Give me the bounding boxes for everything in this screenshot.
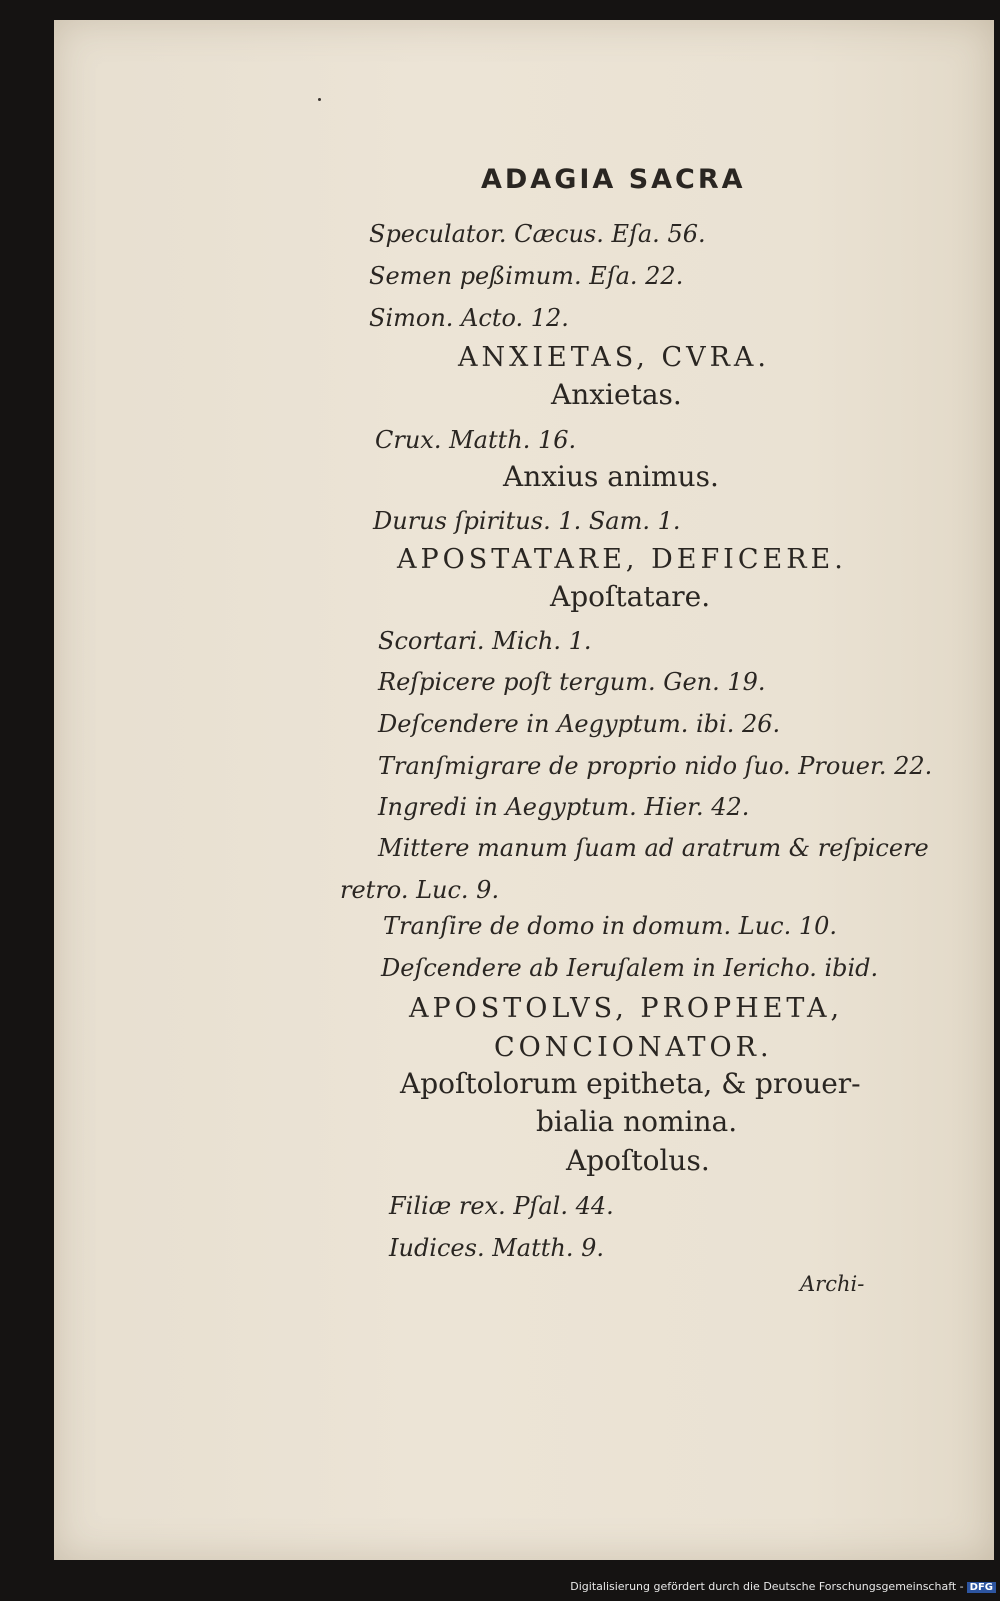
entry-line: Scortari. Mich. 1. (378, 627, 592, 655)
entry-line: Filiæ rex. Pſal. 44. (389, 1192, 614, 1220)
subsection-heading: Apoſtatare. (550, 580, 711, 613)
subsection-heading: Apoſtolus. (566, 1144, 710, 1177)
entry-line: Reſpicere poſt tergum. Gen. 19. (378, 668, 766, 696)
section-heading: APOSTOLVS, PROPHETA, (409, 993, 844, 1024)
entry-line: Tranſire de domo in domum. Luc. 10. (383, 912, 838, 940)
catchword: Archi- (800, 1272, 865, 1296)
entry-line: Simon. Acto. 12. (369, 304, 569, 332)
entry-line: Mittere manum ſuam ad aratrum & reſpicere (378, 834, 929, 862)
entry-line: Semen peßimum. Eſa. 22. (369, 262, 684, 290)
subsection-heading: Anxius animus. (503, 460, 719, 493)
running-head: ADAGIA SACRA (481, 164, 746, 195)
entry-line: Crux. Matth. 16. (375, 426, 577, 454)
entry-line: retro. Luc. 9. (340, 876, 500, 904)
entry-line: Speculator. Cæcus. Eſa. 56. (369, 220, 706, 248)
footer-credit (570, 1580, 996, 1593)
book-page (54, 20, 994, 1560)
entry-line: Deſcendere in Aegyptum. ibi. 26. (378, 710, 781, 738)
entry-line: Tranſmigrare de proprio nido ſuo. Prouer. 22. (378, 752, 933, 780)
subsection-heading: bialia nomina. (536, 1105, 738, 1138)
footer-text: Digitalisierung gefördert durch die Deutsche Forschungsgemeinschaft - (570, 1580, 964, 1593)
section-heading: ANXIETAS, CVRA. (458, 342, 771, 373)
entry-line: Deſcendere ab Ieruſalem in Iericho. ibid. (381, 954, 879, 982)
subsection-heading: Apoſtolorum epitheta, & prouer- (400, 1067, 861, 1100)
section-heading: CONCIONATOR. (494, 1032, 773, 1063)
entry-line: Iudices. Matth. 9. (389, 1234, 604, 1262)
section-heading: APOSTATARE, DEFICERE. (397, 544, 847, 575)
subsection-heading: Anxietas. (551, 378, 682, 411)
entry-line: Ingredi in Aegyptum. Hier. 42. (378, 793, 750, 821)
ink-speck (318, 98, 321, 101)
entry-line: Durus ſpiritus. 1. Sam. 1. (373, 507, 681, 535)
dfg-logo: DFG (967, 1582, 996, 1593)
